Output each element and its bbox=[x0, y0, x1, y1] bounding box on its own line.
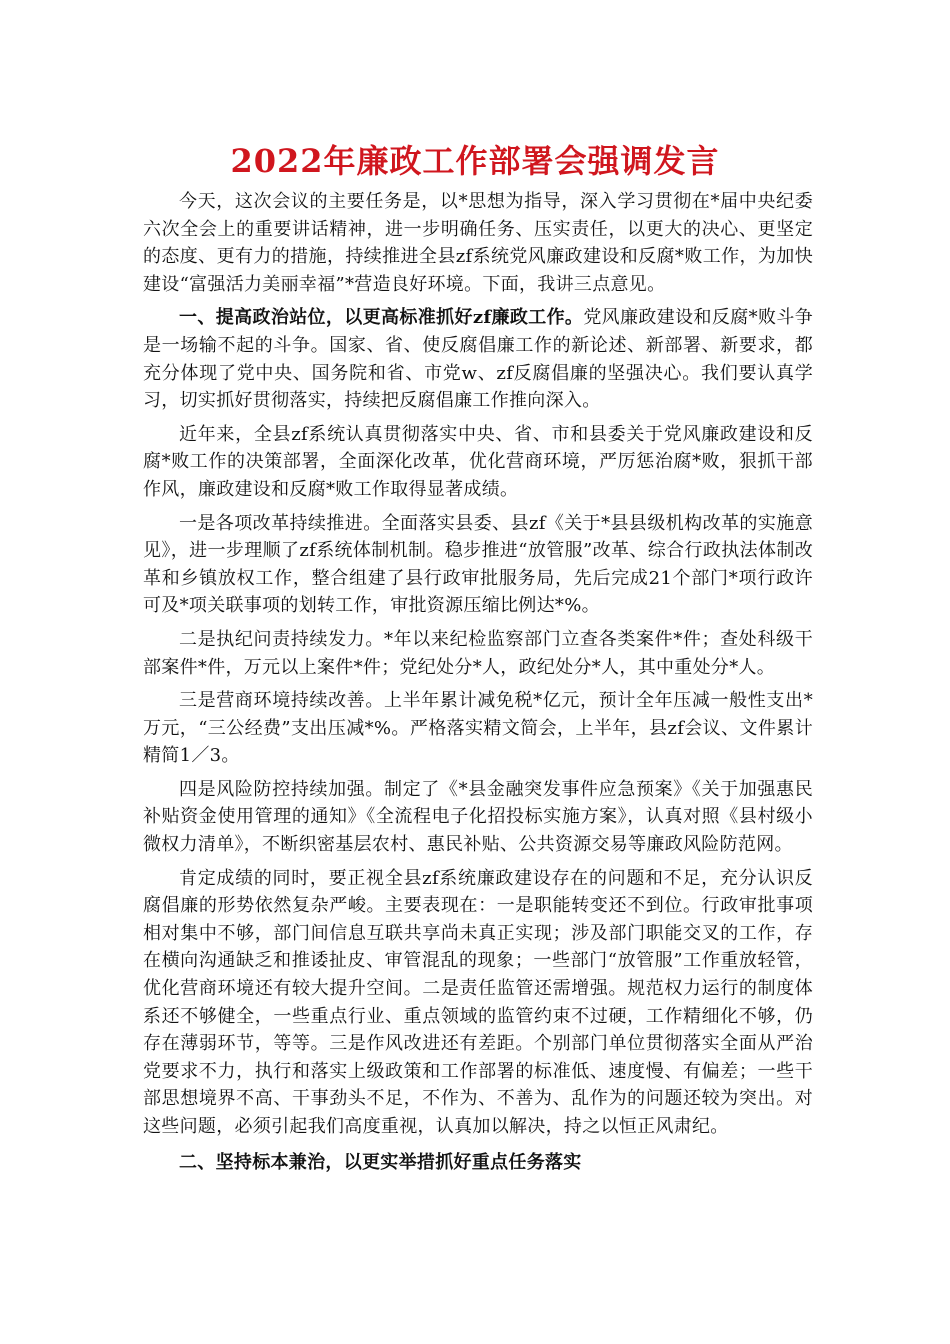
section-heading-two: 二、坚持标本兼治，以更实举措抓好重点任务落实 bbox=[179, 1151, 582, 1173]
paragraph-text: 今天，这次会议的主要任务是，以*思想为指导，深入学习贯彻在*届中央纪委六次全会上的重要讲话精神，进一步明确任务、压实责任，以更大的决心、更坚定的态度、更有力的措施，持续推进全县zf系统党风廉政建设和反腐*败工作，为加快建设“富强活力美丽幸福”*营造良好环境。下面，我讲三点意见。 bbox=[143, 191, 813, 295]
document-title: 2022年廉政工作部署会强调发言 bbox=[230, 142, 720, 180]
paragraph-discipline bbox=[143, 626, 813, 681]
paragraph-text: 党风廉政建设和反腐*败斗争是一场输不起的斗争。国家、省、使反腐倡廉工作的新论述、新部署、新要求，都充分体现了党中央、国务院和省、市党w、zf反腐倡廉的坚强决心。我们要认真学习，切实抓好贯彻落实，持续把反腐倡廉工作推向深入。 bbox=[143, 307, 813, 412]
paragraph-risk-control bbox=[143, 776, 813, 859]
paragraph-business-environment bbox=[143, 687, 813, 770]
document-body bbox=[143, 188, 813, 1176]
paragraph-text: 肯定成绩的同时，要正视全县zf系统廉政建设存在的问题和不足，充分认识反腐倡廉的形势依然复杂严峻。主要表现在：一是职能转变还不到位。行政审批事项相对集中不够，部门间信息互联共享尚未真正实现；涉及部门职能交叉的工作，存在横向沟通缺乏和推诿扯皮、审管混乱的现象；一些部门“放管服”工作重放轻管，优化营商环境还有较大提升空间。二是责任监管还需增强。规范权力运行的制度体系还不够健全，一些重点行业、重点领域的监管约束不过硬，工作精细化不够，仍存在薄弱环节，等等。三是作风改进还有差距。个别部门单位贯彻落实全面从严治党要求不力，执行和落实上级政策和工作部署的标准低、速度慢、有偏差；一些干部思想境界不高、干事劲头不足，不作为、不善为、乱作为的问题还较为突出。对这些问题，必须引起我们高度重视，认真加以解决，持之以恒正风肃纪。 bbox=[143, 867, 813, 1137]
paragraph-section-one bbox=[143, 304, 813, 414]
paragraph-text: 三是营商环境持续改善。上半年累计减免税*亿元，预计全年压减一般性支出*万元，“三公经费”支出压减*%。严格落实精文简会，上半年，县zf会议、文件累计精简1／3。 bbox=[143, 690, 813, 767]
paragraph-achievements bbox=[143, 421, 813, 504]
paragraph-text: 一是各项改革持续推进。全面落实县委、县zf《关于*县县级机构改革的实施意见》，进一步理顺了zf系统体制机制。稳步推进“放管服”改革、综合行政执法体制改革和乡镇放权工作，整合组建了县行政审批服务局，先后完成21个部门*项行政许可及*项关联事项的划转工作，审批资源压缩比例达*%。 bbox=[143, 512, 813, 617]
paragraph-text: 二是执纪问责持续发力。*年以来纪检监察部门立查各类案件*件；查处科级干部案件*件，万元以上案件*件；党纪处分*人，政纪处分*人，其中重处分*人。 bbox=[143, 628, 813, 678]
paragraph-text: 近年来，全县zf系统认真贯彻落实中央、省、市和县委关于党风廉政建设和反腐*败工作的决策部署，全面深化改革，优化营商环境，严厉惩治腐*败，狠抓干部作风，廉政建设和反腐*败工作取得显著成绩。 bbox=[143, 423, 813, 500]
paragraph-problems bbox=[143, 865, 813, 1141]
paragraph-text: 四是风险防控持续加强。制定了《*县金融突发事件应急预案》《关于加强惠民补贴资金使用管理的通知》《全流程电子化招投标实施方案》，认真对照《县村级小微权力清单》，不断织密基层农村、惠民补贴、公共资源交易等廉政风险防范网。 bbox=[143, 778, 813, 856]
paragraph-intro bbox=[143, 188, 813, 298]
paragraph-reform bbox=[143, 510, 813, 620]
section-heading-one: 一、提高政治站位，以更高标准抓好zf廉政工作。 bbox=[179, 307, 584, 329]
